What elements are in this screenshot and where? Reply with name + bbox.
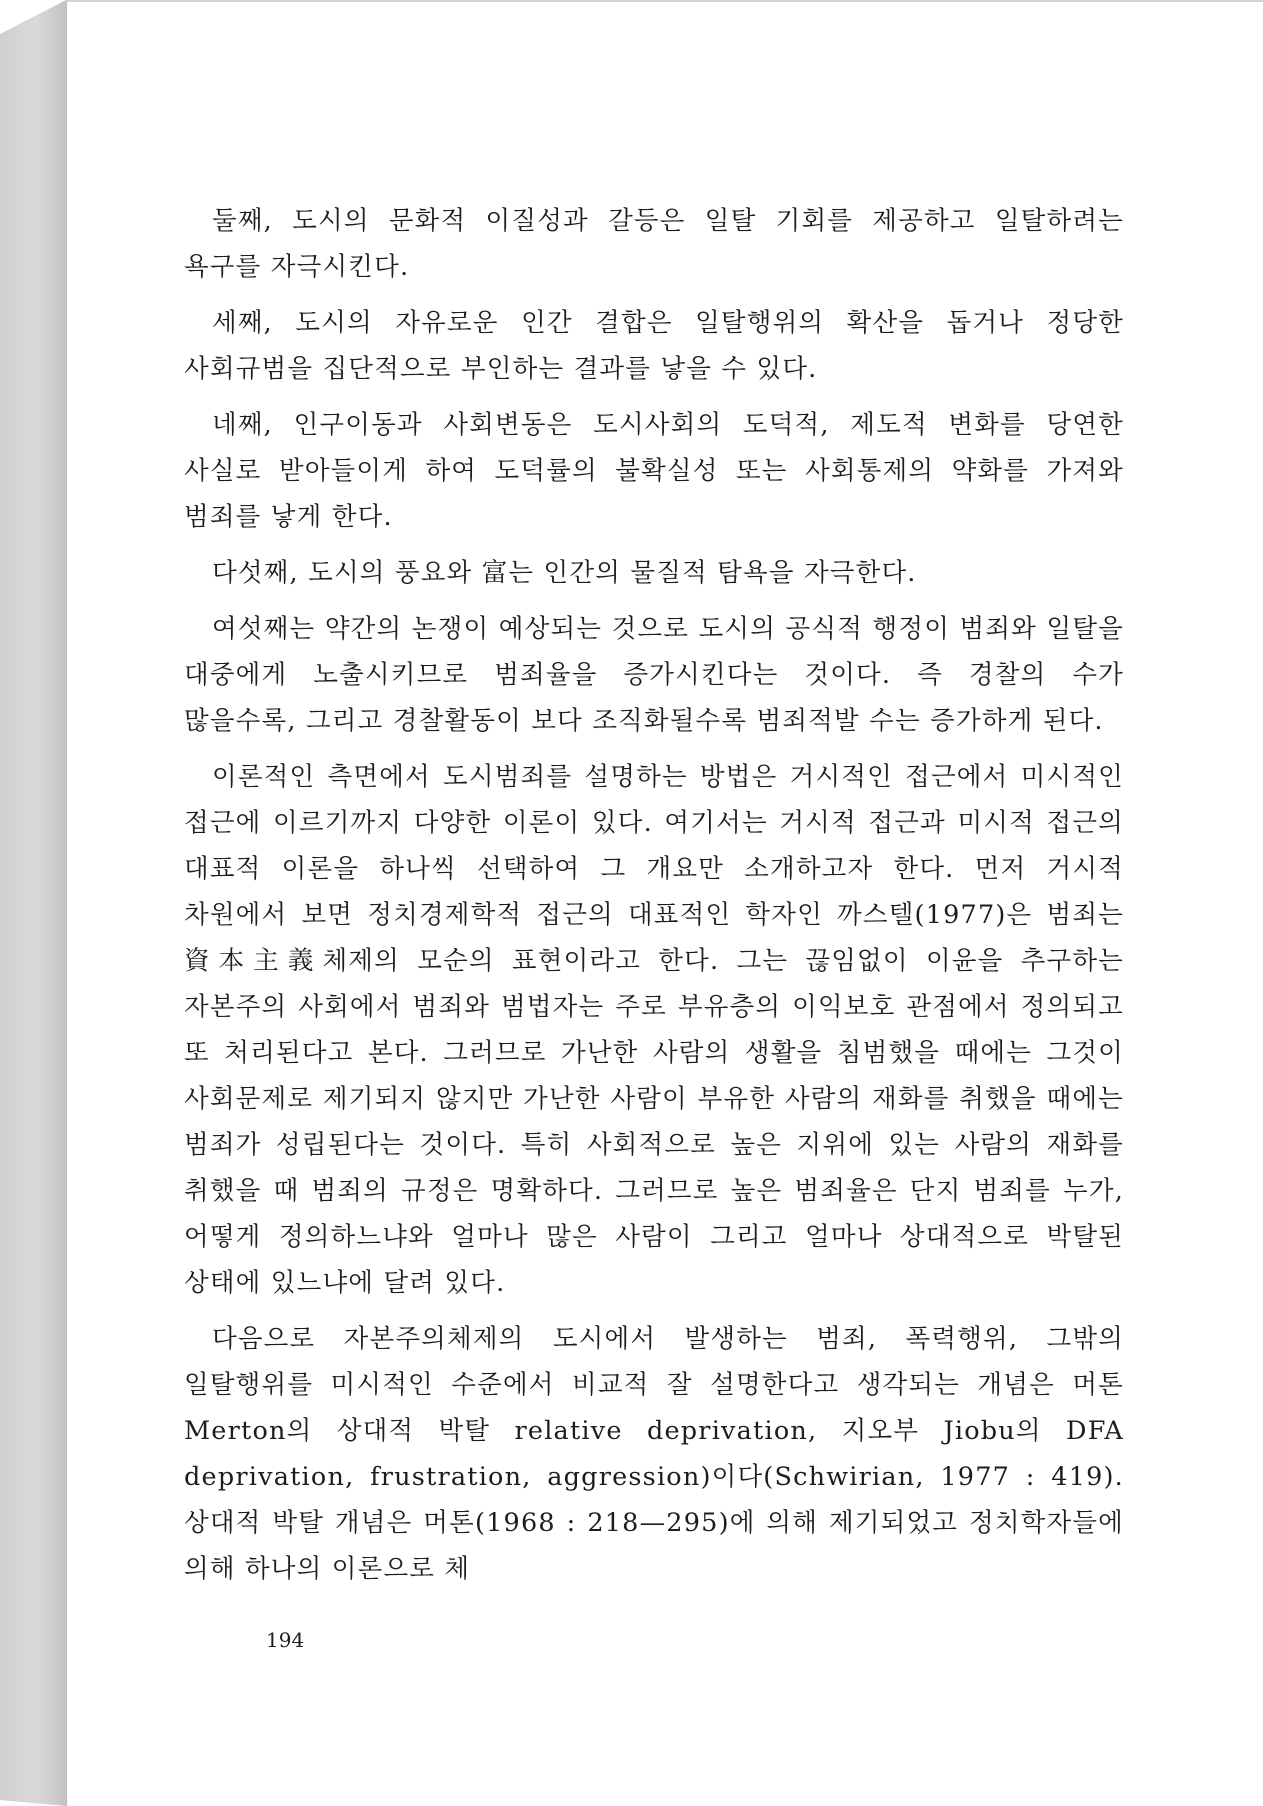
paragraph-fourth-factor: 네째, 인구이동과 사회변동은 도시사회의 도덕적, 제도적 변화를 당연한 사실로 받아들이게 하여 도덕률의 불확실성 또는 사회통제의 약화를 가져와 범죄를 낳게 한다. — [184, 410, 1124, 532]
paragraph-fifth-factor: 다섯째, 도시의 풍요와 富는 인간의 물질적 탐욕을 자극한다. — [212, 558, 917, 588]
paragraph-second-factor: 둘째, 도시의 문화적 이질성과 갈등은 일탈 기회를 제공하고 일탈하려는 욕구를 자극시킨다. — [184, 206, 1124, 282]
paragraph-third-factor: 세째, 도시의 자유로운 인간 결합은 일탈행위의 확산을 돕거나 정당한 사회규범을 집단적으로 부인하는 결과를 낳을 수 있다. — [184, 308, 1124, 384]
body-text — [184, 198, 1124, 1602]
paragraph-micro-approach: 다음으로 자본주의체제의 도시에서 발생하는 범죄, 폭력행위, 그밖의 일탈행위를 미시적인 수준에서 비교적 잘 설명한다고 생각되는 개념은 머톤 Merton의 상대적 박탈 relative deprivation, 지오부 Jiobu의 DFA deprivation, frustration, aggression)이다(Schwirian, 1977 : 419). 상대적 박탈 개념은 머톤(1968 : 218—295)에 의해 제기되었고 정치학자들에 의해 하나의 이론으로 체 — [184, 1324, 1124, 1584]
paragraph-sixth-factor: 여섯째는 약간의 논쟁이 예상되는 것으로 도시의 공식적 행정이 범죄와 일탈을 대중에게 노출시키므로 범죄율을 증가시킨다는 것이다. 즉 경찰의 수가 많을수록, 그리고 경찰활동이 보다 조직화될수록 범죄적발 수는 증가하게 된다. — [184, 614, 1124, 736]
page-number: 194 — [266, 1628, 305, 1652]
book-spine — [0, 0, 66, 1806]
page-top-edge — [66, 0, 1263, 2]
paragraph-macro-approach: 이론적인 측면에서 도시범죄를 설명하는 방법은 거시적인 접근에서 미시적인 접근에 이르기까지 다양한 이론이 있다. 여기서는 거시적 접근과 미시적 접근의 대표적 이론을 하나씩 선택하여 그 개요만 소개하고자 한다. 먼저 거시적 차원에서 보면 정치경제학적 접근의 대표적인 학자인 까스텔(1977)은 범죄는 資本主義체제의 모순의 표현이라고 한다. 그는 끊임없이 이윤을 추구하는 자본주의 사회에서 범죄와 범법자는 주로 부유층의 이익보호 관점에서 정의되고 또 처리된다고 본다. 그러므로 가난한 사람의 생활을 침범했을 때에는 그것이 사회문제로 제기되지 않지만 가난한 사람이 부유한 사람의 재화를 취했을 때에는 범죄가 성립된다는 것이다. 특히 사회적으로 높은 지위에 있는 사람의 재화를 취했을 때 범죄의 규정은 명확하다. 그러므로 높은 범죄율은 단지 범죄를 누가, 어떻게 정의하느냐와 얼마나 많은 사람이 그리고 얼마나 상대적으로 박탈된 상태에 있느냐에 달려 있다. — [184, 762, 1124, 1298]
